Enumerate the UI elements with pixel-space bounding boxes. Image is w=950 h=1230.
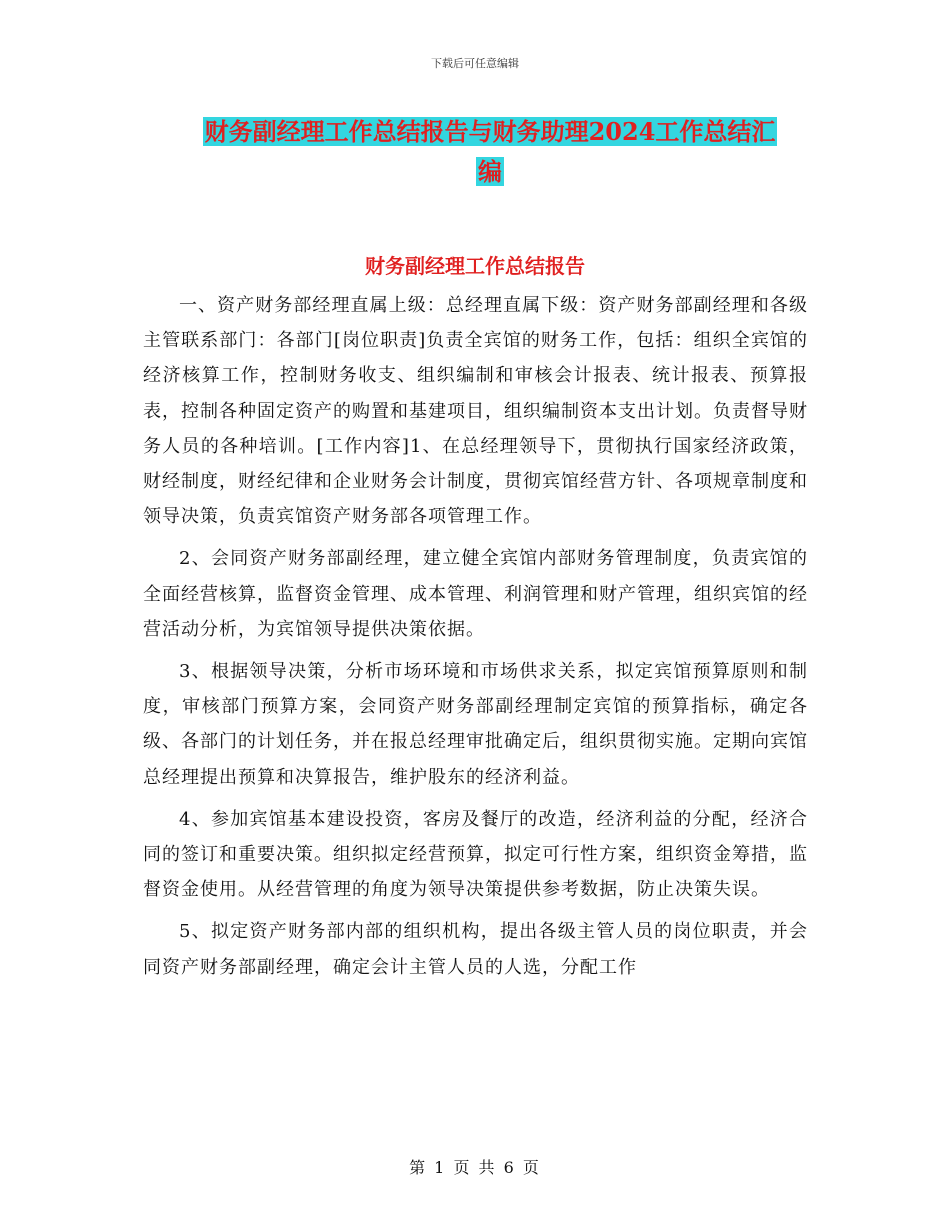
document-title <box>160 112 820 192</box>
paragraph-1: 一、资产财务部经理直属上级：总经理直属下级：资产财务部副经理和各级主管联系部门：各部门[岗位职责]负责全宾馆的财务工作，包括：组织全宾馆的经济核算工作，控制财务收支、组织编制和审核会计报表、统计报表、预算报表，控制各种固定资产的购置和基建项目，组织编制资本支出计划。负责督导财务人员的各种培训。[工作内容]1、在总经理领导下，贯彻执行国家经济政策，财经制度，财经纪律和企业财务会计制度，贯彻宾馆经营方针、各项规章制度和领导决策，负责宾馆资产财务部各项管理工作。 <box>143 295 808 528</box>
document-title-line1: 财务副经理工作总结报告与财务助理2024工作总结汇 <box>204 117 776 146</box>
paragraph-5: 5、拟定资产财务部内部的组织机构，提出各级主管人员的岗位职责，并会同资产财务部副经理，确定会计主管人员的人选，分配工作 <box>143 921 808 978</box>
header-note: 下载后可任意编辑 <box>431 57 519 70</box>
section-heading: 财务副经理工作总结报告 <box>365 254 585 278</box>
paragraph-4: 4、参加宾馆基本建设投资，客房及餐厅的改造，经济利益的分配，经济合同的签订和重要决策。组织拟定经营预算，拟定可行性方案，组织资金筹措，监督资金使用。从经营管理的角度为领导决策提供参考数据，防止决策失误。 <box>143 808 808 901</box>
document-title-line2: 编 <box>478 157 502 186</box>
paragraph-3: 3、根据领导决策，分析市场环境和市场供求关系，拟定宾馆预算原则和制度，审核部门预算方案，会同资产财务部副经理制定宾馆的预算指标，确定各级、各部门的计划任务，并在报总经理审批确定后，组织贯彻实施。定期向宾馆总经理提出预算和决算报告，维护股东的经济利益。 <box>143 661 808 788</box>
paragraph-2: 2、会同资产财务部副经理，建立健全宾馆内部财务管理制度，负责宾馆的全面经营核算，监督资金管理、成本管理、利润管理和财产管理，组织宾馆的经营活动分析，为宾馆领导提供决策依据。 <box>143 548 808 640</box>
document-body <box>143 288 808 992</box>
page-indicator: 第 1 页 共 6 页 <box>409 1158 541 1177</box>
